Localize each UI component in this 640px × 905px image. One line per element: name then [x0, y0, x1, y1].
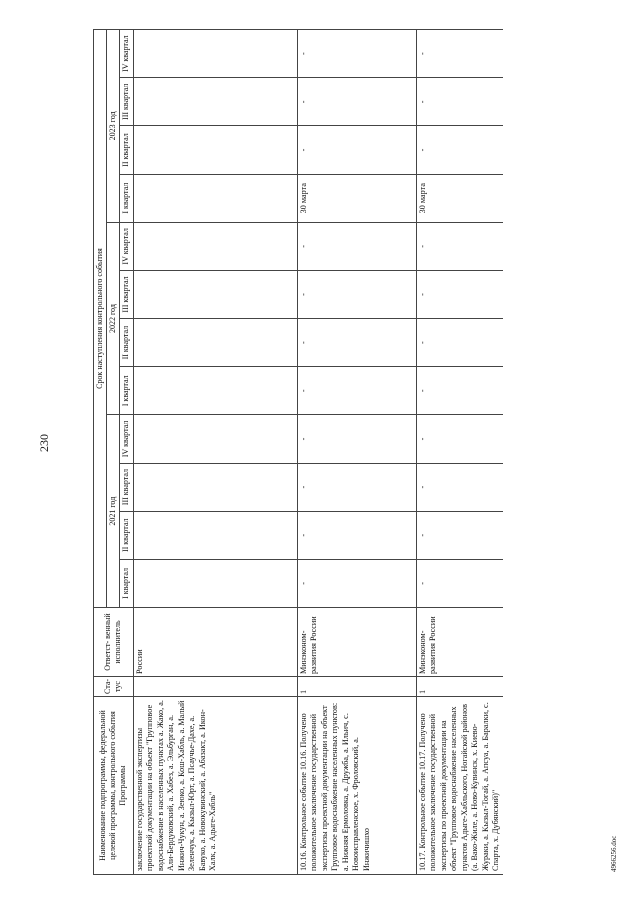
- quarter-cell: [133, 415, 297, 463]
- rotated-table-sheet: [93, 30, 598, 875]
- quarter-cell: -: [416, 222, 503, 270]
- header-quarter: IV квартал: [120, 222, 133, 270]
- header-quarter: III квартал: [120, 270, 133, 318]
- quarter-cell: [133, 319, 297, 367]
- quarter-cell: -: [416, 463, 503, 511]
- quarter-cell: -: [297, 222, 416, 270]
- event-executor: Минэконом- развития России: [297, 608, 416, 677]
- header-year-2022: 2022 год: [107, 222, 120, 415]
- header-quarter: II квартал: [120, 319, 133, 367]
- quarter-cell: -: [297, 126, 416, 174]
- header-deadline-group: Срок наступления контрольного события: [94, 30, 107, 608]
- header-executor: Ответст- венный исполнитель: [94, 608, 134, 677]
- header-quarter: I квартал: [120, 559, 133, 607]
- quarter-cell: -: [416, 367, 503, 415]
- quarter-cell: [133, 222, 297, 270]
- page-number: 230: [37, 434, 51, 452]
- event-name: заключение государственной экспертизы проектной документации на объект "Групповое водоснабжение в населенных пунктах а. Жако, а. Али-Бердуковский, а. Хабез, а. Эльбурган, а. Инжич-Чукун, а. Зеюко, а. Кош-Хабль, а. Малый Зеленчук, а. Кызыл-Юрт, а. Псаучье-Дахе, а. Бавуко, а. Новокувинский, а. Абазакт, а. Икон-Халк, а. Адыге-Хабль": [133, 697, 297, 875]
- quarter-cell: -: [297, 367, 416, 415]
- header-quarter: III квартал: [120, 78, 133, 126]
- header-quarter: II квартал: [120, 126, 133, 174]
- event-name: 10.17. Контрольное событие 10.17. Получено положительное заключение государственной экспертизы по проектной документации на объект "Групповое водоснабжение населенных пунктов Адыге-Хабльского, Ногайской районов (а. Вако-Жиле, а. Ново-Кувинск, х. Киево-Жураки, а. Кызыл-Тогай, а. Апсуа, а. Баралки, с. Спарта, х. Дубянский)": [416, 697, 503, 875]
- event-name: 10.16. Контрольное событие 10.16. Получено положительное заключение государственной экспертизы проектной документации на объект Групповое водоснабжение населенных пунктов: а. Нижняя Ермоловка, а. Дружба, а. Ильич, с. Новоисправленское, х. Фроловский, а. Инжичишхо: [297, 697, 416, 875]
- quarter-cell: [133, 126, 297, 174]
- quarter-cell: [133, 559, 297, 607]
- quarter-cell: -: [297, 78, 416, 126]
- quarter-cell: [133, 511, 297, 559]
- event-status: [133, 677, 297, 697]
- quarter-cell: [133, 30, 297, 78]
- control-events-table: [93, 29, 503, 875]
- quarter-cell: -: [416, 126, 503, 174]
- quarter-cell: -: [416, 270, 503, 318]
- header-quarter: I квартал: [120, 367, 133, 415]
- header-year-2023: 2023 год: [107, 30, 120, 223]
- quarter-cell: -: [416, 559, 503, 607]
- quarter-cell: -: [297, 463, 416, 511]
- header-quarter: II квартал: [120, 511, 133, 559]
- quarter-cell: -: [297, 30, 416, 78]
- quarter-cell: 30 марта: [297, 174, 416, 222]
- quarter-cell: -: [416, 511, 503, 559]
- quarter-cell: -: [297, 319, 416, 367]
- quarter-cell: [133, 270, 297, 318]
- table-row: [416, 30, 503, 875]
- quarter-cell: -: [416, 30, 503, 78]
- table-row: [297, 30, 416, 875]
- header-quarter: I квартал: [120, 174, 133, 222]
- event-executor: России: [133, 608, 297, 677]
- event-status: 1: [416, 677, 503, 697]
- header-status: Ста- тус: [94, 677, 134, 697]
- quarter-cell: [133, 174, 297, 222]
- quarter-cell: [133, 367, 297, 415]
- table-row: [133, 30, 297, 875]
- document-id: 4966256.doc: [610, 835, 618, 872]
- quarter-cell: [133, 78, 297, 126]
- header-year-2021: 2021 год: [107, 415, 120, 608]
- quarter-cell: -: [297, 415, 416, 463]
- header-quarter: IV квартал: [120, 30, 133, 78]
- quarter-cell: -: [416, 319, 503, 367]
- quarter-cell: -: [297, 559, 416, 607]
- header-quarter: IV квартал: [120, 415, 133, 463]
- event-status: 1: [297, 677, 416, 697]
- quarter-cell: 30 марта: [416, 174, 503, 222]
- quarter-cell: -: [416, 415, 503, 463]
- quarter-cell: [133, 463, 297, 511]
- quarter-cell: -: [297, 511, 416, 559]
- quarter-cell: -: [416, 78, 503, 126]
- quarter-cell: -: [297, 270, 416, 318]
- header-name: Наименование подпрограммы, федеральной целевой программы, контрольного события Программы: [94, 697, 134, 875]
- event-executor: Минэконом- развития России: [416, 608, 503, 677]
- header-quarter: III квартал: [120, 463, 133, 511]
